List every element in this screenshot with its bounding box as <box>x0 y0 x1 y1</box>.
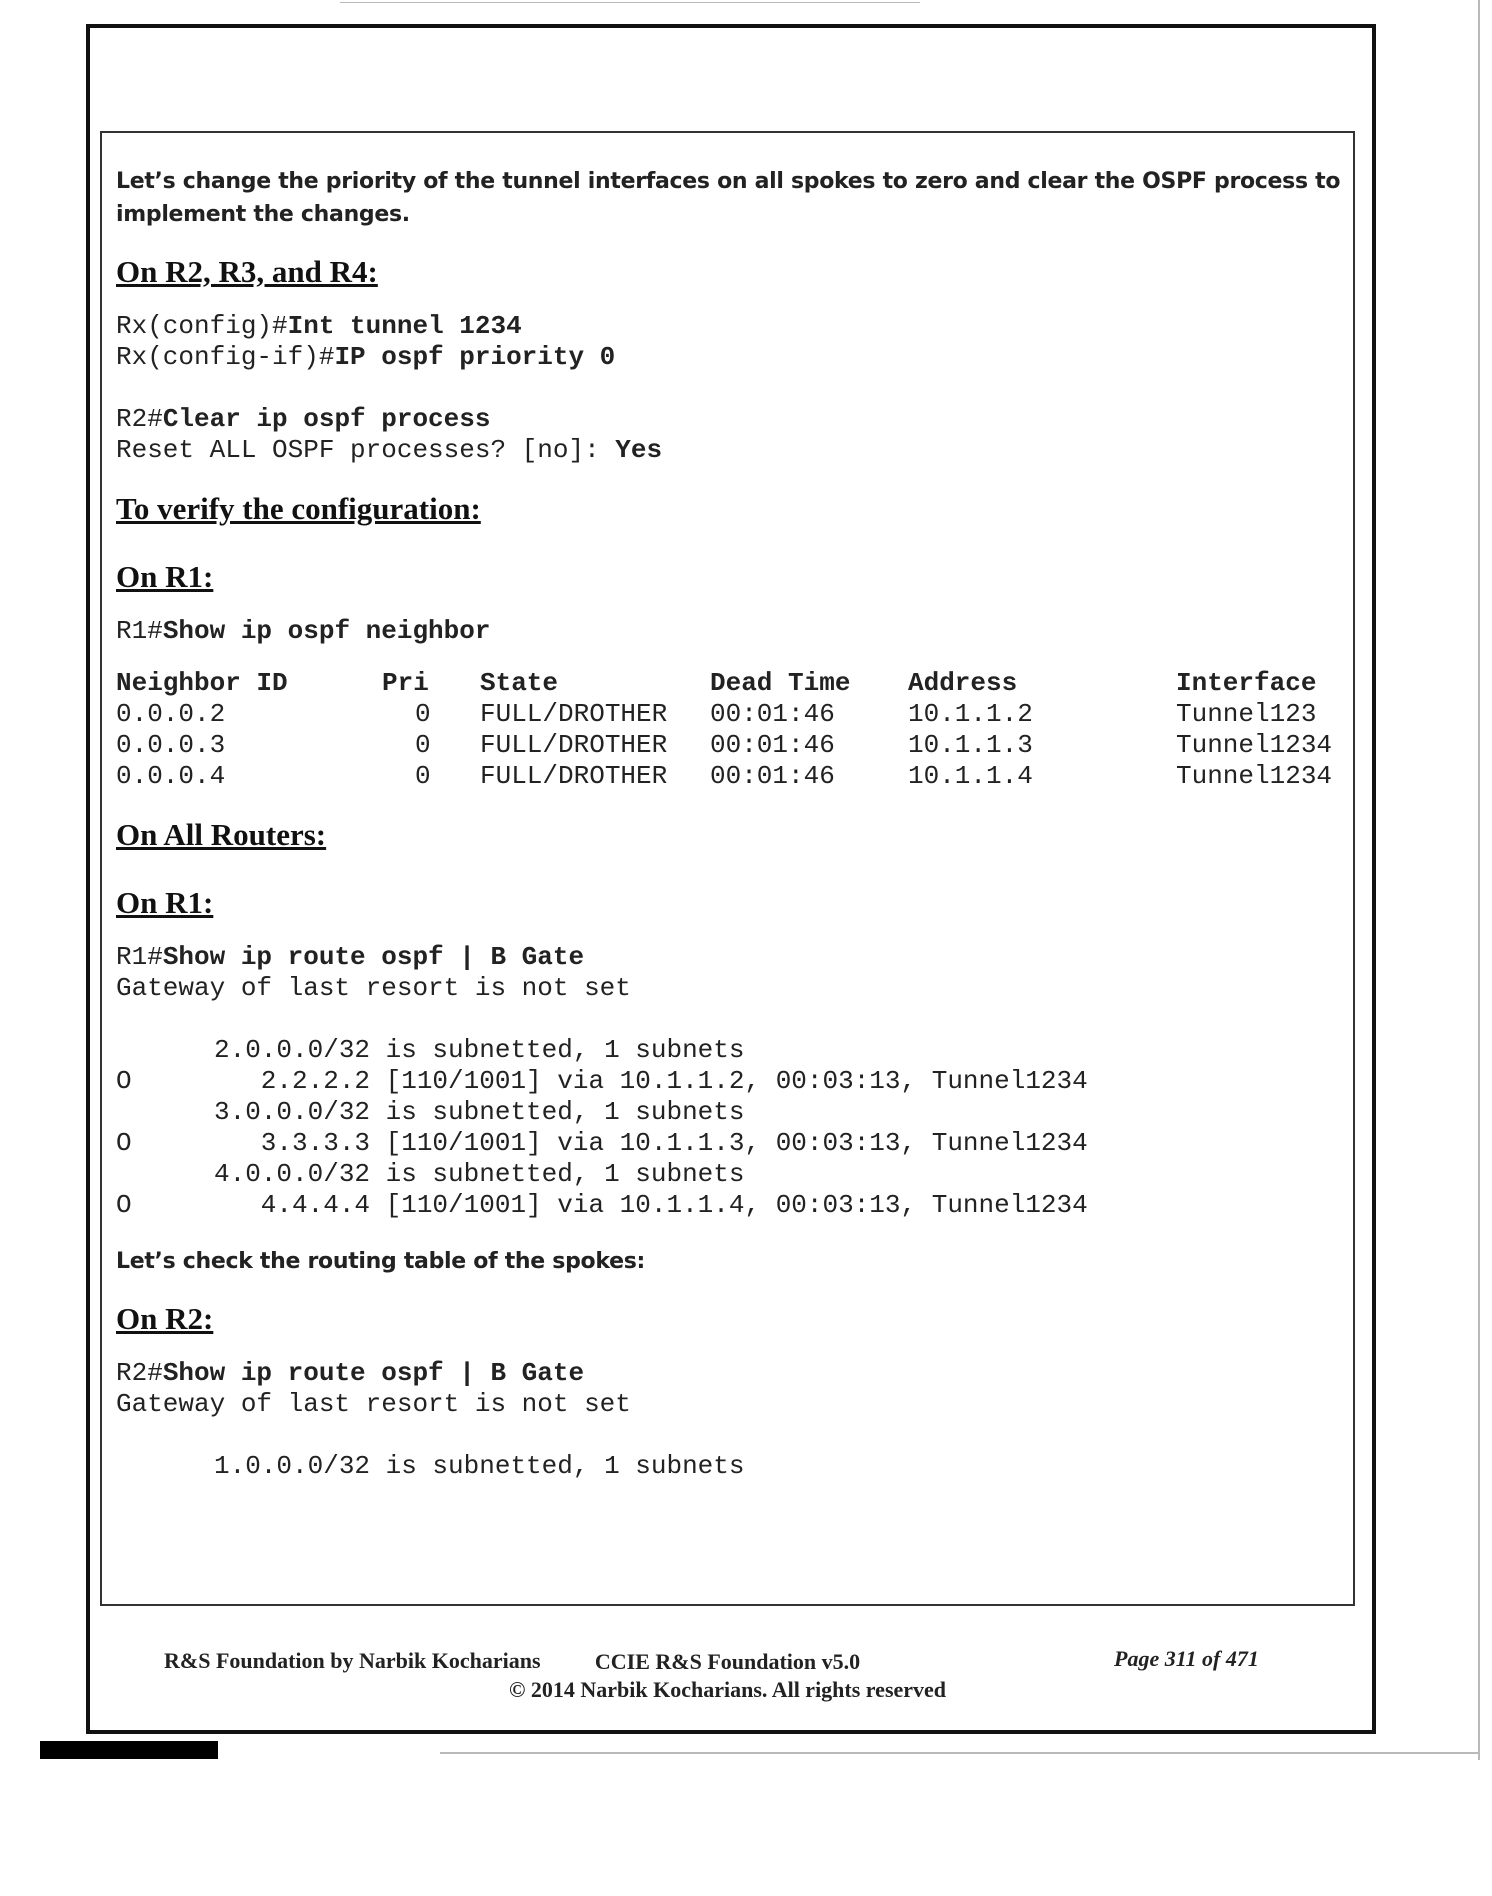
cell-interface: Tunnel1234 <box>1176 730 1333 760</box>
page-number: Page 311 of 471 <box>1114 1646 1259 1671</box>
route-text: 1.0.0.0/32 is subnetted, 1 subnets <box>214 1451 745 1481</box>
cli-command: Show ip route ospf | B Gate <box>162 1358 585 1388</box>
col-dead-time: Dead Time <box>710 668 851 698</box>
gateway-line: Gateway of last resort is not set <box>116 973 631 1003</box>
reset-confirm-line <box>116 435 1343 466</box>
cli-prompt: R2# <box>116 404 163 434</box>
route-text: 3.3.3.3 [110/1001] via 10.1.1.3, 00:03:13, Tunnel1234 <box>214 1128 1088 1158</box>
cell-address: 10.1.1.2 <box>908 699 1033 729</box>
show-neighbor-command-line <box>116 616 1343 647</box>
redaction-bar <box>40 1741 218 1759</box>
cell-pri: 0 <box>415 699 431 729</box>
route-line <box>116 1451 1343 1482</box>
cli-prompt: Rx(config)# <box>116 311 288 341</box>
cli-command: Int tunnel 1234 <box>287 311 522 341</box>
col-address: Address <box>908 668 1018 698</box>
config-line-1 <box>116 311 1343 342</box>
intro-paragraph: Let’s change the priority of the tunnel interfaces on all spokes to zero and clear the OSPF process to implement the changes. <box>116 169 1341 227</box>
show-route-command-line <box>116 942 1343 973</box>
section-heading-r2-r3-r4: On R2, R3, and R4: <box>116 254 378 289</box>
route-line <box>116 1035 1343 1066</box>
config-line-2 <box>116 342 1343 373</box>
route-text: 2.0.0.0/32 is subnetted, 1 subnets <box>214 1035 745 1065</box>
cell-neighbor-id: 0.0.0.2 <box>116 699 226 729</box>
cli-prompt: R2# <box>116 1358 163 1388</box>
col-interface: Interface <box>1176 668 1317 698</box>
cell-state: FULL/DROTHER <box>480 699 668 729</box>
route-code <box>116 1097 214 1128</box>
cli-prompt: Rx(config-if)# <box>116 342 335 372</box>
cli-command: Show ip ospf neighbor <box>162 616 491 646</box>
section-heading-on-r1-routes: On R1: <box>116 885 214 920</box>
cli-command: Clear ip ospf process <box>162 404 491 434</box>
reset-answer: Yes <box>615 435 663 465</box>
r2-gateway-line: Gateway of last resort is not set <box>116 1389 631 1419</box>
route-line <box>116 1190 1343 1221</box>
footer-course: CCIE R&S Foundation v5.0 <box>594 1649 861 1674</box>
cell-dead-time: 00:01:46 <box>710 761 835 791</box>
cell-pri: 0 <box>415 730 431 760</box>
route-code <box>116 1035 214 1066</box>
content <box>116 165 1343 1482</box>
section-heading-all-routers: On All Routers: <box>116 817 327 852</box>
table-row <box>116 730 1343 761</box>
scan-edge-bottom <box>440 1752 1480 1754</box>
route-code <box>116 1451 214 1482</box>
route-code: O <box>116 1066 132 1096</box>
verify-heading: To verify the configuration: <box>116 491 481 526</box>
cell-dead-time: 00:01:46 <box>710 730 835 760</box>
cell-pri: 0 <box>415 761 431 791</box>
section-heading-on-r2: On R2: <box>116 1301 214 1336</box>
col-pri: Pri <box>382 668 429 698</box>
cell-interface: Tunnel123 <box>1176 699 1317 729</box>
content-box <box>100 131 1355 1606</box>
route-line <box>116 1128 1343 1159</box>
r2-show-route-command-line <box>116 1358 1343 1389</box>
page-footer <box>100 1648 1355 1718</box>
route-line <box>116 1097 1343 1128</box>
table-row <box>116 699 1343 730</box>
cli-prompt: R1# <box>116 942 163 972</box>
col-state: State <box>480 668 559 698</box>
scan-edge-top <box>340 2 920 3</box>
cli-command: IP ospf priority 0 <box>334 342 616 372</box>
cli-prompt: R1# <box>116 616 163 646</box>
cell-address: 10.1.1.3 <box>908 730 1033 760</box>
route-text: 3.0.0.0/32 is subnetted, 1 subnets <box>214 1097 745 1127</box>
spokes-intro: Let’s check the routing table of the spokes: <box>116 1249 645 1274</box>
reset-question: Reset ALL OSPF processes? [no]: <box>116 435 616 465</box>
clear-command-line <box>116 404 1343 435</box>
route-line <box>116 1066 1343 1097</box>
table-row <box>116 761 1343 792</box>
cell-state: FULL/DROTHER <box>480 730 668 760</box>
route-text: 4.0.0.0/32 is subnetted, 1 subnets <box>214 1159 745 1189</box>
cell-address: 10.1.1.4 <box>908 761 1033 791</box>
cell-state: FULL/DROTHER <box>480 761 668 791</box>
route-code: O <box>116 1190 132 1220</box>
cli-command: Show ip route ospf | B Gate <box>162 942 585 972</box>
footer-rights: © 2014 Narbik Kocharians. All rights reserved <box>508 1677 947 1702</box>
cell-dead-time: 00:01:46 <box>710 699 835 729</box>
route-text: 4.4.4.4 [110/1001] via 10.1.1.4, 00:03:13, Tunnel1234 <box>214 1190 1088 1220</box>
col-neighbor-id: Neighbor ID <box>116 668 288 698</box>
route-text: 2.2.2.2 [110/1001] via 10.1.1.2, 00:03:13, Tunnel1234 <box>214 1066 1088 1096</box>
cell-neighbor-id: 0.0.0.3 <box>116 730 226 760</box>
route-line <box>116 1159 1343 1190</box>
scan-edge-right <box>1478 0 1480 1760</box>
route-code: O <box>116 1128 132 1158</box>
section-heading-on-r1: On R1: <box>116 559 214 594</box>
cell-neighbor-id: 0.0.0.4 <box>116 761 226 791</box>
neighbor-table-header <box>116 668 1343 699</box>
route-code <box>116 1159 214 1190</box>
cell-interface: Tunnel1234 <box>1176 761 1333 791</box>
footer-book-title: R&S Foundation by Narbik Kocharians <box>164 1648 541 1673</box>
